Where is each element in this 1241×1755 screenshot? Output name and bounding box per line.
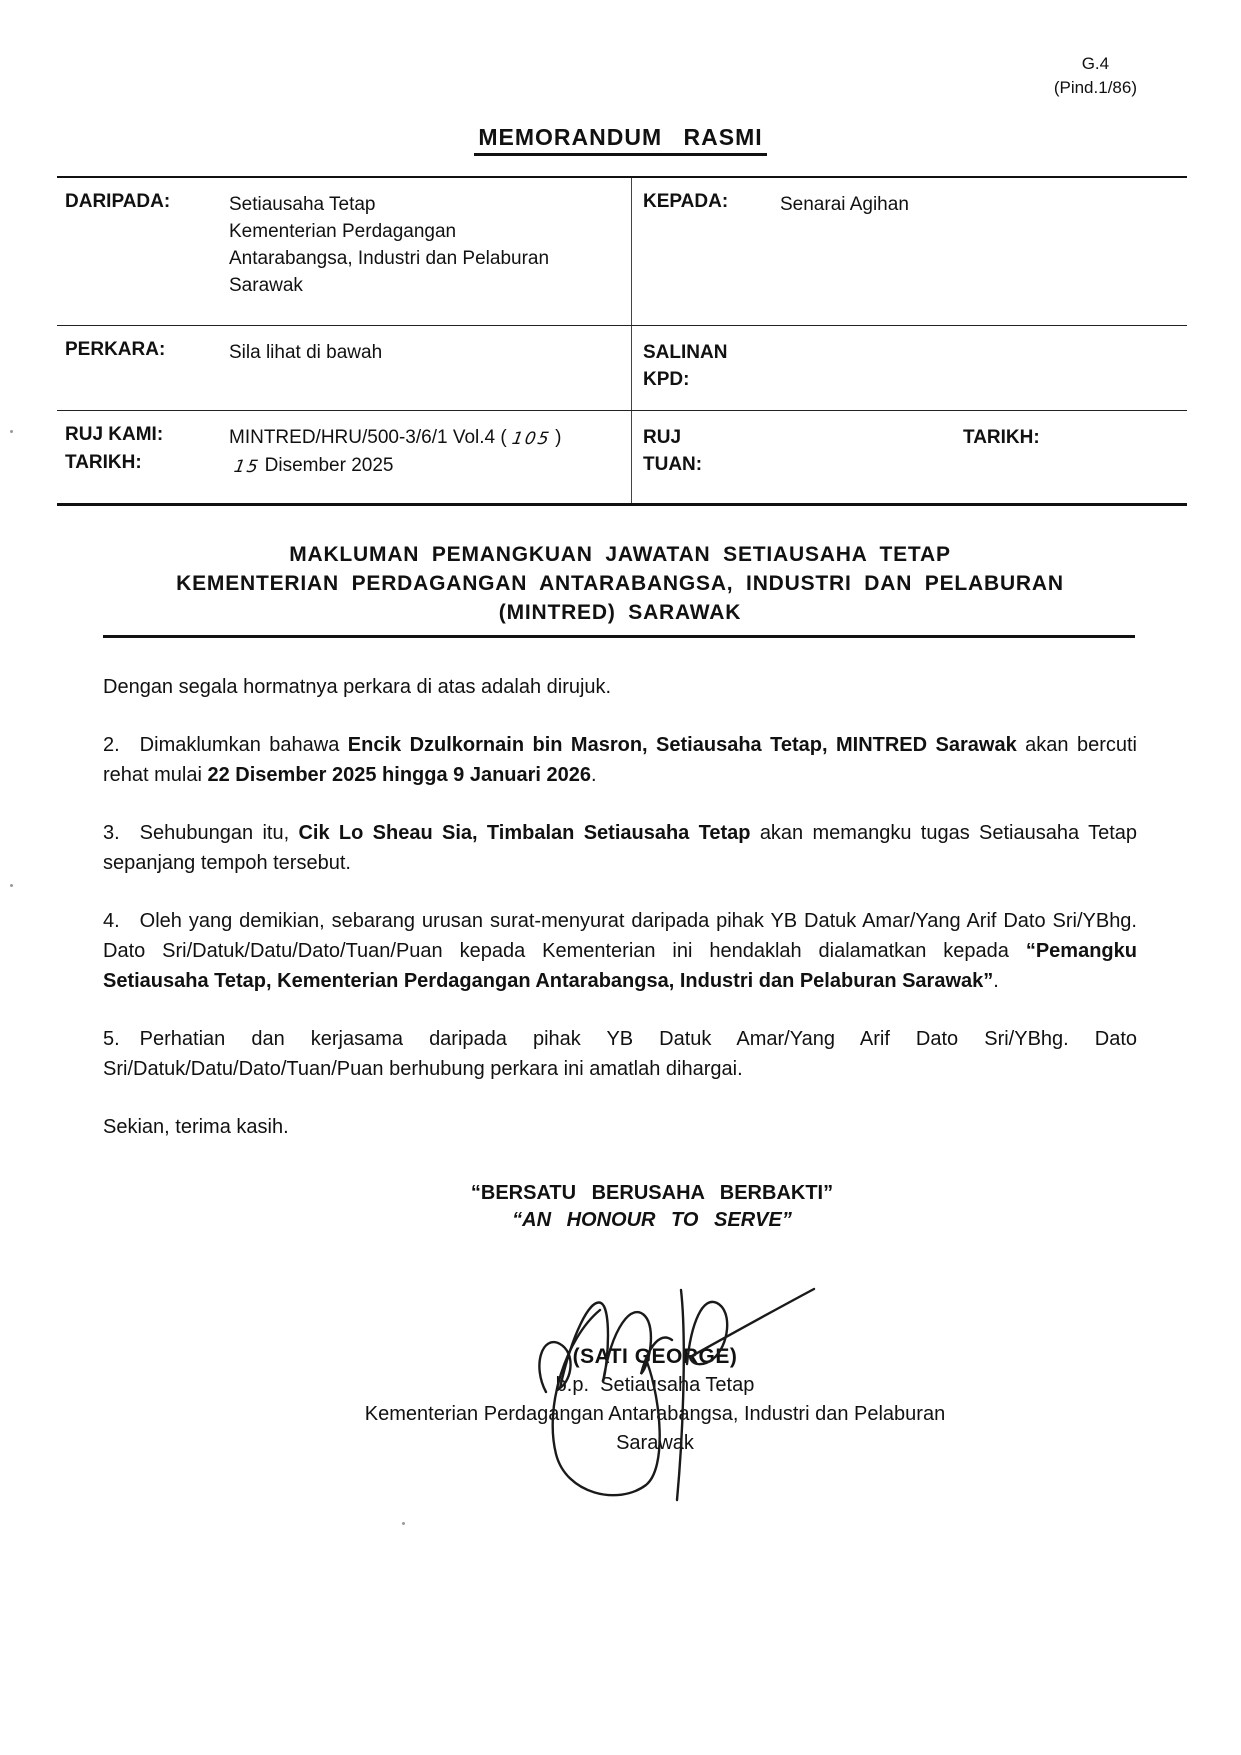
paragraph-3 [103, 818, 1137, 878]
daripada-line: Kementerian Perdagangan [229, 221, 457, 242]
perkara-cell [57, 326, 631, 410]
table-row-ruj-tarikh [57, 411, 1187, 503]
tarikh-kami-label: TARIKH: [65, 452, 142, 473]
subject-line1: MAKLUMAN PEMANGKUAN JAWATAN SETIAUSAHA TETAP [289, 543, 951, 566]
kepada-label: KEPADA: [643, 191, 729, 212]
scan-speck [10, 884, 13, 887]
p4-text: . [993, 970, 999, 992]
motto-malay: “BERSATU BERUSAHA BERBAKTI” [470, 1182, 834, 1204]
subject-line3: (MINTRED) SARAWAK [498, 601, 742, 624]
p3-bold-name: Cik Lo Sheau Sia, Timbalan Setiausaha Tetap [298, 822, 751, 844]
salinan-cell [631, 326, 1187, 410]
subject-line2: KEMENTERIAN PERDAGANGAN ANTARABANGSA, INDUSTRI DAN PELABURAN [176, 572, 1064, 595]
p2-text: . [591, 764, 597, 786]
kepada-cell [631, 178, 1187, 325]
ruj-kami-ref: MINTRED/HRU/500-3/6/1 Vol.4 ( [229, 427, 507, 448]
ruj-kami-cell [57, 411, 631, 503]
tarikh-tuan-label: TARIKH: [963, 427, 1040, 448]
subject-underline [103, 635, 1135, 638]
ruj-tuan-cell [631, 411, 1187, 503]
signatory-capacity: b.p. Setiausaha Tetap [555, 1374, 755, 1396]
daripada-line: Setiausaha Tetap [229, 194, 376, 215]
scan-speck [10, 430, 13, 433]
p3-text: akan memangku tugas Setiausaha Tetap sepanjang tempoh tersebut. [103, 822, 1137, 874]
p4-bold-address: “Pemangku Setiausaha Tetap, Kementerian Perdagangan Antarabangsa, Industri dan Pelaburan Sarawak” [103, 940, 1137, 992]
ruj-kami-label: RUJ KAMI: [65, 424, 164, 445]
daripada-label: DARIPADA: [65, 191, 171, 212]
daripada-cell [57, 178, 631, 325]
p2-bold-dates: 22 Disember 2025 hingga 9 Januari 2026 [207, 764, 592, 786]
paragraph-1: Dengan segala hormatnya perkara di atas adalah dirujuk. [103, 676, 612, 698]
motto-block [135, 1180, 1169, 1234]
paragraph-5: 5. Perhatian dan kerjasama daripada pihak YB Datuk Amar/Yang Arif Dato Sri/YBhg. Dato Sri/Datuk/Datu/Dato/Tuan/Puan berhubung perkara ini amatlah dihargai. [103, 1028, 1137, 1080]
closing-line: Sekian, terima kasih. [103, 1116, 289, 1138]
ruj-tuan-label-line1: RUJ [643, 427, 682, 448]
kepada-value: Senarai Agihan [780, 194, 909, 215]
ruj-kami-handwritten-number: 105 [510, 429, 553, 449]
table-row-daripada-kepada [57, 178, 1187, 326]
salinan-label-line2: KPD: [643, 369, 690, 390]
form-code-block [1054, 52, 1137, 100]
motto-english: “AN HONOUR TO SERVE” [512, 1209, 792, 1231]
page-title [0, 124, 1241, 156]
scan-speck [402, 1522, 405, 1525]
memo-header-table [57, 176, 1187, 506]
p2-text: 2. Dimaklumkan bahawa [103, 734, 348, 756]
perkara-value: Sila lihat di bawah [229, 342, 383, 363]
salinan-label-line1: SALINAN [643, 342, 728, 363]
paragraph-2 [103, 730, 1137, 790]
daripada-value [229, 191, 623, 299]
paragraph-4 [103, 906, 1137, 996]
form-code: G.4 [1081, 54, 1110, 73]
p2-text: akan bercuti rehat mulai [103, 734, 1137, 786]
subject-heading [103, 540, 1137, 627]
ruj-kami-value [229, 424, 623, 452]
p4-text: 4. Oleh yang demikian, sebarang urusan surat-menyurat daripada pihak YB Datuk Amar/Yang Arif Dato Sri/YBhg. Dato Sri/Datuk/Datu/Dato/Tuan/Puan kepada Kementerian ini hendaklah dialamatkan kepada [103, 910, 1137, 962]
page-title-text: MEMORANDUM RASMI [474, 124, 766, 156]
signatory-name: (SATI GEORGE) [572, 1345, 738, 1368]
tarikh-kami-value [229, 452, 623, 480]
tarikh-kami-text: Disember 2025 [264, 455, 394, 476]
tarikh-kami-handwritten-day: 15 [232, 457, 262, 477]
perkara-label: PERKARA: [65, 339, 166, 360]
daripada-line: Antarabangsa, Industri dan Pelaburan [229, 248, 550, 269]
form-revision: (Pind.1/86) [1053, 78, 1137, 97]
daripada-line: Sarawak [229, 275, 303, 296]
memo-body [103, 672, 1137, 1142]
p3-text: 3. Sehubungan itu, [103, 822, 299, 844]
p2-bold-name: Encik Dzulkornain bin Masron, Setiausaha Tetap, MINTRED Sarawak [347, 734, 1017, 756]
signatory-state: Sarawak [616, 1432, 694, 1454]
signature-block [138, 1342, 1172, 1458]
ruj-kami-ref-close: ) [555, 427, 562, 448]
signatory-organisation: Kementerian Perdagangan Antarabangsa, Industri dan Pelaburan [364, 1403, 946, 1425]
ruj-tuan-label-line2: TUAN: [643, 454, 703, 475]
table-row-perkara-salinan [57, 326, 1187, 411]
